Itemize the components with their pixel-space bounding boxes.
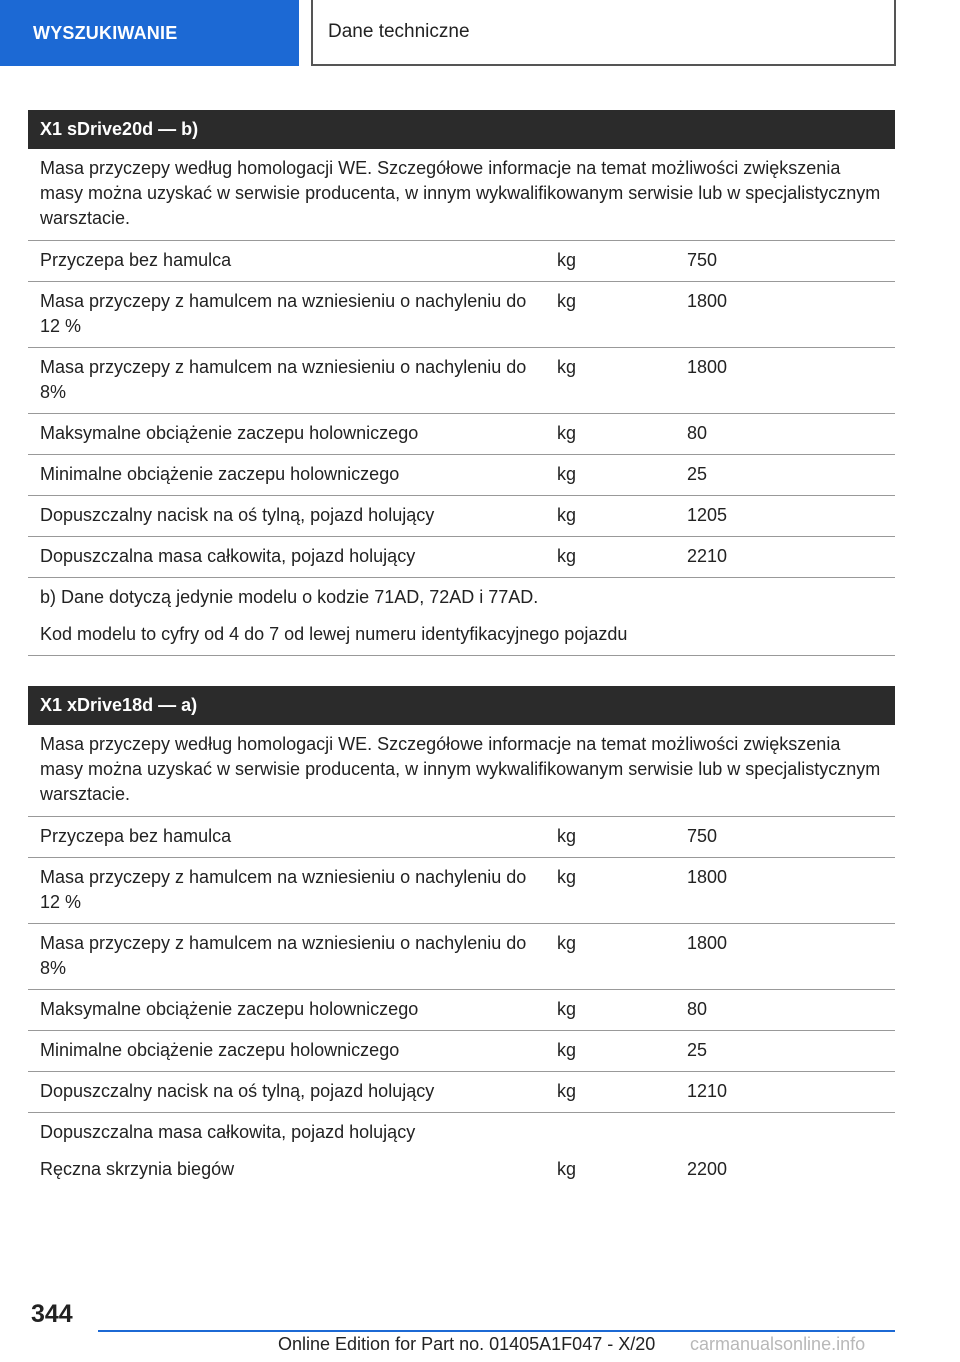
- table-row: [28, 858, 895, 924]
- table-row: [28, 924, 895, 990]
- row-label: Maksymalne obciążenie zaczepu holowniczego: [40, 423, 419, 443]
- row-unit: kg: [557, 357, 577, 377]
- section-header: X1 xDrive18d — a): [28, 686, 895, 725]
- row-unit: kg: [557, 1081, 577, 1101]
- row-label: Maksymalne obciążenie zaczepu holowniczego: [40, 999, 419, 1019]
- page-footer: [0, 1290, 960, 1362]
- row-value: 1800: [687, 867, 728, 887]
- table-row: [28, 414, 895, 455]
- section-header: X1 sDrive20d — b): [28, 110, 895, 149]
- table-row: [28, 1072, 895, 1113]
- row-unit: kg: [557, 1040, 577, 1060]
- row-label: Dopuszczalny nacisk na oś tylną, pojazd holujący: [40, 505, 435, 525]
- table-row: [28, 1153, 895, 1190]
- footnote-line: b) Dane dotyczą jedynie modelu o kodzie 71AD, 72AD i 77AD.: [40, 587, 539, 607]
- row-unit: kg: [557, 250, 577, 270]
- table-row: [28, 537, 895, 578]
- row-value: 80: [687, 423, 708, 443]
- row-unit: kg: [557, 464, 577, 484]
- table-row: [28, 496, 895, 537]
- section-intro: Masa przyczepy według homologacji WE. Szczegółowe informacje na temat możliwości zwiększenia masy można uzyskać w serwisie producenta, w innym wykwalifikowanym serwisie lub w specjalistycznym warsztacie.: [28, 149, 895, 241]
- row-value: 2200: [687, 1159, 728, 1179]
- page-number: 344: [31, 1300, 73, 1328]
- footnote: [28, 578, 895, 656]
- top-bar: [0, 0, 960, 66]
- page-content: [28, 110, 895, 1220]
- section-intro: Masa przyczepy według homologacji WE. Szczegółowe informacje na temat możliwości zwiększenia masy można uzyskać w serwisie producenta, w innym wykwalifikowanym serwisie lub w specjalistycznym warsztacie.: [28, 725, 895, 817]
- footnote-line: Kod modelu to cyfry od 4 do 7 od lewej numeru identyfikacyjnego pojazdu: [40, 624, 628, 644]
- row-unit: kg: [557, 826, 577, 846]
- table-row: [28, 348, 895, 414]
- row-label: Przyczepa bez hamulca: [40, 826, 232, 846]
- spec-section-xdrive18d: [28, 686, 895, 1190]
- row-value: 25: [687, 1040, 708, 1060]
- row-label: Ręczna skrzynia biegów: [40, 1159, 235, 1179]
- row-label: Masa przyczepy z hamulcem na wzniesieniu o nachyleniu do 8%: [40, 357, 527, 402]
- row-unit: [545, 1120, 675, 1145]
- row-value: 1205: [687, 505, 728, 525]
- watermark-text: carmanualsonline.info: [690, 1334, 866, 1354]
- row-label: Minimalne obciążenie zaczepu holowniczego: [40, 1040, 400, 1060]
- row-value: 1800: [687, 291, 728, 311]
- table-row: [28, 1031, 895, 1072]
- spec-section-sdrive20d: [28, 110, 895, 656]
- table-row: [28, 1113, 895, 1153]
- row-label: Masa przyczepy z hamulcem na wzniesieniu o nachyleniu do 12 %: [40, 291, 527, 336]
- row-value: [675, 1120, 895, 1145]
- row-label: Masa przyczepy z hamulcem na wzniesieniu o nachyleniu do 8%: [40, 933, 527, 978]
- row-unit: kg: [557, 999, 577, 1019]
- row-label: Masa przyczepy z hamulcem na wzniesieniu o nachyleniu do 12 %: [40, 867, 527, 912]
- row-label: Dopuszczalna masa całkowita, pojazd holujący: [40, 1122, 416, 1142]
- row-label: Minimalne obciążenie zaczepu holowniczego: [40, 464, 400, 484]
- section-title-tab[interactable]: Dane techniczne: [311, 0, 896, 66]
- row-label: Dopuszczalny nacisk na oś tylną, pojazd holujący: [40, 1081, 435, 1101]
- table-row: [28, 282, 895, 348]
- row-value: 1800: [687, 933, 728, 953]
- row-value: 25: [687, 464, 708, 484]
- row-value: 750: [687, 826, 718, 846]
- row-unit: kg: [557, 291, 577, 311]
- row-value: 1210: [687, 1081, 728, 1101]
- row-value: 80: [687, 999, 708, 1019]
- row-unit: kg: [557, 423, 577, 443]
- row-unit: kg: [557, 933, 577, 953]
- row-unit: kg: [557, 867, 577, 887]
- edition-text: Online Edition for Part no. 01405A1F047 - X/20: [278, 1334, 656, 1354]
- footer-divider: [98, 1330, 895, 1332]
- table-row: [28, 241, 895, 282]
- row-label: Dopuszczalna masa całkowita, pojazd holujący: [40, 546, 416, 566]
- row-label: Przyczepa bez hamulca: [40, 250, 232, 270]
- search-tab[interactable]: WYSZUKIWANIE: [0, 0, 299, 66]
- row-unit: kg: [557, 546, 577, 566]
- row-value: 2210: [687, 546, 728, 566]
- table-row: [28, 990, 895, 1031]
- row-unit: kg: [557, 1159, 577, 1179]
- row-unit: kg: [557, 505, 577, 525]
- table-row: [28, 455, 895, 496]
- row-value: 1800: [687, 357, 728, 377]
- table-row: [28, 817, 895, 858]
- row-value: 750: [687, 250, 718, 270]
